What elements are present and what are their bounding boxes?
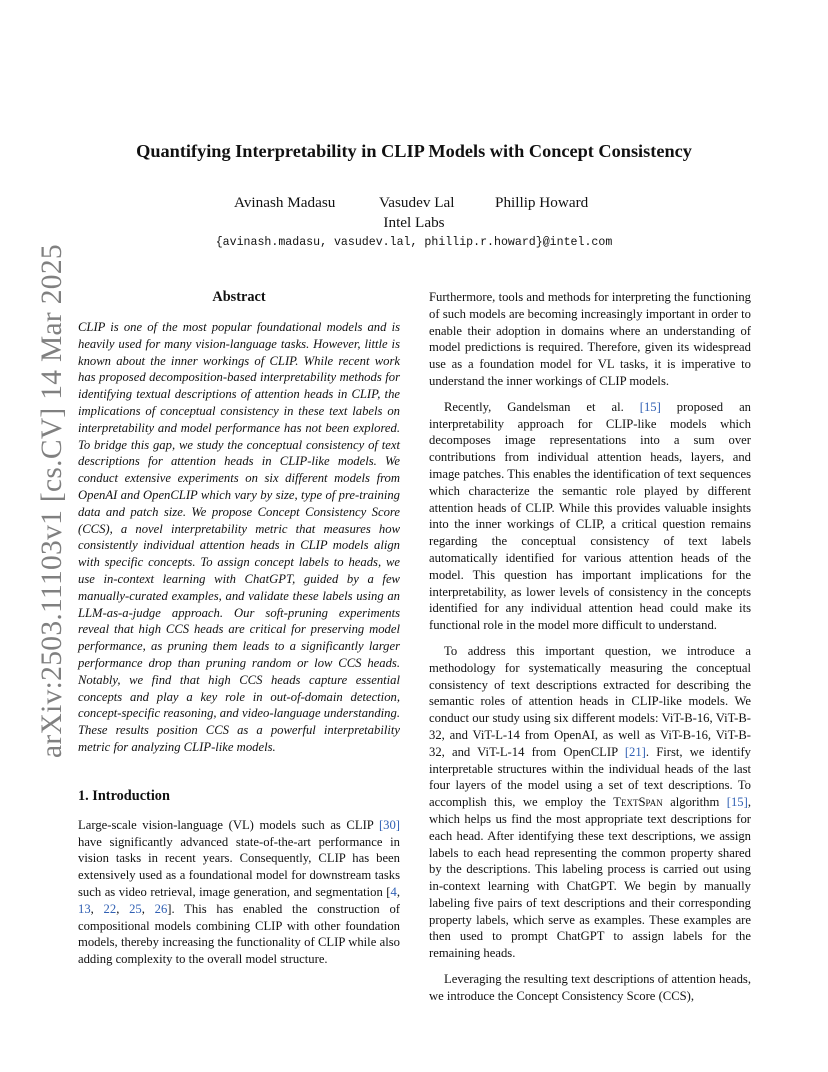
citation-link[interactable]: [15] [726, 795, 748, 810]
intro-p1-text-a: Large-scale vision-language (VL) models such as CLIP [78, 817, 379, 832]
citation-link[interactable]: 26 [154, 901, 168, 916]
author-1: Avinash Madasu [234, 194, 336, 211]
body-paragraph-2 [429, 399, 751, 634]
citation-link[interactable]: [21] [624, 744, 646, 759]
p3-text-b: . First, we identify interpretable structures within the individual heads of the last four layers of the model using a set of text descriptions. To accomplish this, we employ the [429, 744, 751, 810]
author-3: Phillip Howard [495, 194, 589, 211]
affiliation: Intel Labs [383, 214, 445, 231]
author-emails: {avinash.madasu, vasudev.lal, phillip.r.howard}@intel.com [215, 236, 613, 249]
citation-link[interactable]: [15] [639, 399, 661, 414]
citation-link[interactable]: 13 [78, 901, 91, 916]
right-column [429, 289, 751, 1005]
arxiv-sidebar [16, 244, 68, 758]
citation-link[interactable]: 25 [129, 901, 142, 916]
intro-p1-text-b: have significantly advanced state-of-the-art performance in vision tasks in recent years. Consequently, CLIP has been extensively used as a foundational model for downstream tasks such as video retrieval, image generation, and segmentation [78, 834, 400, 899]
intro-paragraph-1: Large-scale vision-language (VL) models such as CLIP [30] have significantly advanced state-of-the-art performance in vision tasks in recent years. Consequently, CLIP has been extensively used as a foundational model for downstream tasks such as video retrieval, image generation, and segmentation [4, 13, 22, 25, 26]. This has enabled the construction of compositional models combining CLIP with other foundation models, thereby increasing the functionality of CLIP while also adding complexity to the overall model structure. [78, 817, 400, 967]
citation-link[interactable]: [30] [378, 817, 400, 832]
algorithm-name: TextSpan [613, 795, 663, 810]
p3-text-c: algorithm [662, 795, 727, 810]
intro-p1-text-c: . This has enabled the construction of compositional models combining CLIP with other foundation models, thereby increasing the functionality of CLIP while also adding complexity to the overall model structure. [78, 901, 400, 967]
citation-bracket: [ [386, 884, 391, 899]
citation-bracket: ] [167, 901, 172, 916]
p3-text-d: , which helps us find the most appropriate text descriptions for each head. After identifying these text descriptions, we assign labels to each head representing the common property shared by the descriptions. This labeling process is carried out using in-context learning with ChatGPT. We begin by manually labeling five pairs of text descriptions and their corresponding property labels, which serve as examples. These examples are then used to prompt ChatGPT to assign labels for the remaining heads. [429, 795, 751, 961]
p2-text-a: Recently, Gandelsman et al. [444, 399, 640, 414]
p3-text-a: To address this important question, we introduce a methodology for systematically measuring the conceptual consistency of text descriptions extracted for describing the semantic roles of attention heads in CLIP-like models. We conduct our study using six different models: ViT-B-16, ViT-B-32, and ViT-L-14 from OpenAI, as well as ViT-B-16, ViT-B-32, and ViT-L-14 from OpenCLIP [429, 643, 751, 759]
citation-link[interactable]: 4 [390, 884, 397, 899]
body-paragraph-4: Leveraging the resulting text descriptions of attention heads, we introduce the Concept Consistency Score (CCS), [429, 972, 751, 1003]
body-paragraph-3 [429, 643, 751, 962]
abstract-heading: Abstract [212, 289, 266, 305]
introduction-heading: 1. Introduction [78, 787, 170, 804]
citation-link[interactable]: 22 [103, 901, 117, 916]
abstract-body: CLIP is one of the most popular foundational models and is heavily used for many vision-language tasks. However, little is known about the inner workings of CLIP. While recent work has proposed decomposition-based interpretability methods for identifying textual descriptions of attention heads in CLIP, the implications of conceptual consistency in these text labels on interpretability and model performance has not been explored. To bridge this gap, we study the conceptual consistency of text descriptions for attention heads in CLIP-like models. We conduct extensive experiments on six different models from OpenAI and OpenCLIP which vary by size, type of pre-training data and patch size. We propose Concept Consistency Score (CCS), a novel interpretability metric that measures how consistently individual attention heads in CLIP models align with specific concepts. To assign concept labels to heads, we use in-context learning with ChatGPT, guided by a few manually-curated examples, and validate these labels using an LLM-as-a-judge approach. Our soft-pruning experiments reveal that high CCS heads are critical for preserving model performance, as pruning them leads to a significantly larger performance drop than pruning random or low CCS heads. Notably, we find that high CCS heads capture essential concepts and play a key role in out-of-domain detection, concept-specific reasoning, and video-language understanding. These results position CCS as a powerful interpretability metric for analyzing CLIP-like models. [78, 320, 400, 754]
paper-title: Quantifying Interpretability in CLIP Models with Concept Consistency [136, 141, 692, 161]
left-column [78, 288, 400, 968]
author-2: Vasudev Lal [379, 194, 455, 211]
body-paragraph-1: Furthermore, tools and methods for interpreting the functioning of such models are becoming increasingly important in order to enable their adoption in domains where an understanding of model predictions is required. Therefore, given its widespread use as a foundation model for VL tasks, it is imperative to understand the inner workings of CLIP models. [429, 290, 751, 388]
arxiv-identifier: arXiv:2503.11103v1 [cs.CV] 14 Mar 2025 [36, 244, 68, 758]
p2-text-b: proposed an interpretability approach for CLIP-like models which decomposes image representations into a sum over contributions from individual attention heads, layers, and image patches. This enables the identification of text sequences which characterize the semantic role played by different attention heads of CLIP. While this provides valuable insights into the inner workings of CLIP, a critical question remains regarding the conceptual consistency of text labels automatically identified for various attention heads of the model. This question has important implications for the interpretability, as lower levels of consistency in the concepts identified for any individual attention head could make its functional role in the model more difficult to understand. [429, 399, 752, 633]
